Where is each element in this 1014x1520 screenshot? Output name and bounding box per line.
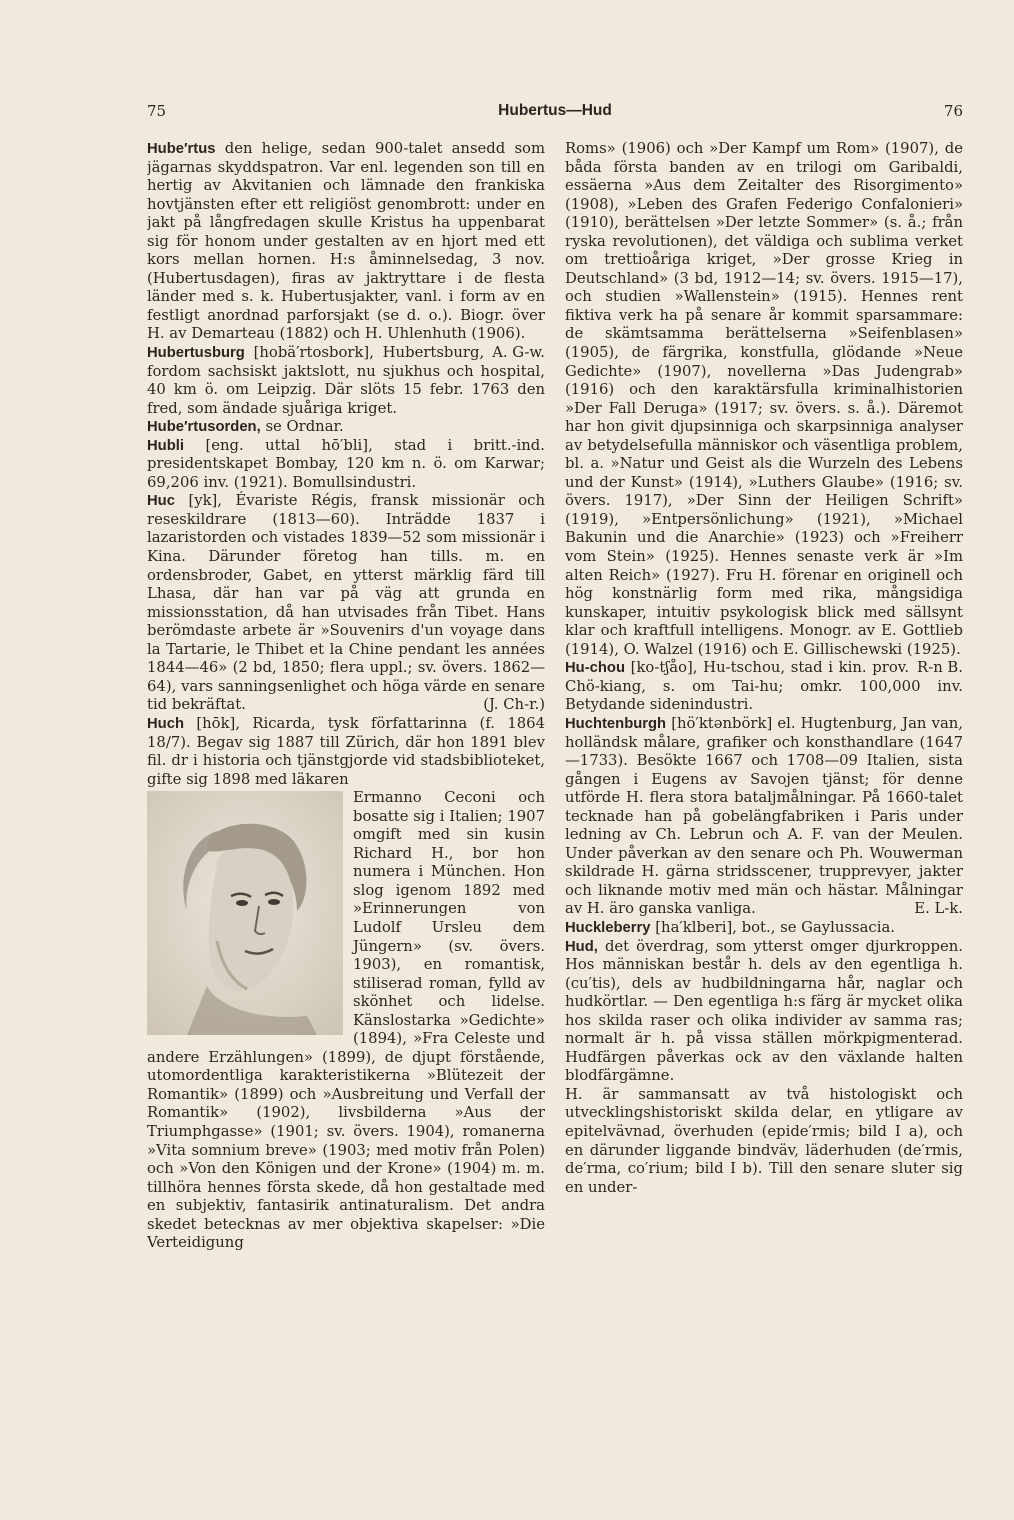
author-signature: E. L-k. <box>914 900 963 918</box>
headword: Huchtenburgh <box>565 715 667 732</box>
entry-body: [ha′klberi], bot., se Gaylussacia. <box>655 918 895 936</box>
page-header <box>147 102 963 126</box>
headword: Huckleberry <box>565 919 651 936</box>
entry-body: se Ordnar. <box>265 418 344 436</box>
page-number-left: 75 <box>147 102 167 120</box>
headword: Huch <box>147 715 184 732</box>
left-column <box>147 140 545 1380</box>
page-number-right: 76 <box>943 102 963 120</box>
entry-body: [hōk], Ricarda, tysk författarinna (f. 1864 18/7). Begav sig 1887 till Zürich, där hon 1891 blev fil. dr i historia och tjänstgjorde vid stadsbiblioteket, gifte sig 1898 med läkaren <box>147 714 545 788</box>
entry-hubertusorden <box>147 418 545 437</box>
entry-hubertusburg <box>147 344 545 418</box>
entry-body: [yk], Évariste Régis, fransk missionär och reseskildrare (1813—60). Inträdde 1837 i lazaristorden och vistades 1839—52 som missionär i Kina. Därunder företog han tills. m. en ordensbroder, Gabet, en ytterst märklig färd till Lhasa, där han var på väg att grunda en missionsstation, då han utvisades från Tibet. Hans berömdaste arbete är »Souvenirs d'un voyage dans la Tartarie, le Thibet et la Chine pendant les années 1844—46» (2 bd, 1850; flera uppl.; sv. övers. 1862—64), vars sanningsenlighet och höga värde en senare tid bekräftat. <box>147 492 545 714</box>
author-signature: A. G-w. <box>492 344 545 362</box>
portrait-illustration <box>147 791 343 1035</box>
entry-body: det överdrag, som ytterst omger djurkroppen. Hos människan består h. dels av den egentliga h. (cu′tis), dels av hudbildningarna hår, naglar och hudkörtlar. — Den egentliga h:s färg är mycket olika hos skilda raser och olika individer av samma ras; normalt är h. på vissa ställen mörkpigmenterad. Hudfärgen påverkas ock av den växlande halten blodfärgämne. <box>565 937 963 1085</box>
entry-body: den helige, sedan 900-talet ansedd som jägarnas skyddspatron. Var enl. legenden son till en hertig av Akvitanien och lämnade den frankiska hovtjänsten efter ett religiöst genombrott: under en jakt på långfredagen skulle Kristus ha uppenbarat sig för honom under gestalten av en hjort med ett kors mellan hornen. H:s åminnelsedag, 3 nov. (Hubertusdagen), firas av jaktryttare i de flesta länder med s. k. Hubertusjakter, vanl. i form av en festligt anordnad parforsjakt (se d. o.). Biogr. över H. av Demarteau (1882) och H. Uhlenhuth (1906). <box>147 140 545 343</box>
entry-hud <box>565 938 963 1086</box>
entry-body: [hö′ktənbörk] el. Hugtenburg, Jan van, holländsk målare, grafiker och konsthandlare (1647—1733). Besökte 1667 och 1708—09 Italien, sista gången i Eugens av Savojen tjänst; för denne utförde H. flera stora bataljmålningar. På 1660-talet tecknade han på gobelängfabriken i Paris under ledning av Ch. Lebrun och A. F. van der Meulen. Under påverkan av den senare och Ph. Wouwerman skildrade H. gärna stridsscener, trupprevyer, jakter och liknande motiv med män och hästar. Målningar av H. äro ganska vanliga. <box>565 714 963 918</box>
headword: Hubli <box>147 437 184 454</box>
entry-body: [hobä′rtosbork], Hubertsburg, fordom sachsiskt jaktslott, nu sjukhus och hospital, 40 km ö. om Leipzig. Där slöts 15 febr. 1763 den fred, som ändade sjuåriga kriget. <box>147 344 545 417</box>
headword: Hube′rtus <box>147 141 216 157</box>
entry-body: [eng. uttal hō′bli], stad i britt.-ind. presidentskapet Bombay, 120 km n. ö. om Karwar; 69,206 inv. (1921). Bomullsindustri. <box>147 436 545 491</box>
headword: Hubertusburg <box>147 345 245 362</box>
headword: Hud, <box>565 938 598 955</box>
entry-body: H. är sammansatt av två histologiskt och utvecklingshistoriskt skilda delar, en ytligare av epitelvävnad, överhuden (epide′rmis; bild I a), och en därunder liggande bindväv, läderhuden (de′rmis, de′rma, co′rium; bild I b). Till den senare sluter sig en under- <box>565 1085 963 1196</box>
entry-body: Roms» (1906) och »Der Kampf um Rom» (1907), de båda första banden av en trilogi om Garibaldi, essäerna »Aus dem Zeitalter des Risorgimento» (1908), »Leben des Grafen Federigo Confalonieri» (1910), berättelsen »Der letzte Sommer» (s. å.; från ryska revolutionen), det väldiga och sublima verket om trettioåriga kriget, »Der grosse Krieg in Deutschland» (3 bd, 1912—14; sv. övers. 1915—17), och studien »Wallenstein» (1915). Hennes rent fiktiva verk ha på senare år kommit sparsammare: de skämtsamma berättelserna »Seifenblasen» (1905), de färgrika, konstfulla, glödande »Neue Gedichte» (1907), novellerna »Das Judengrab» (1916) och den karaktärsfulla kriminalhistorien »Der Fall Deruga» (1917; sv. övers. s. å.). Däremot har hon givit djupsinniga och skarpsinniga analyser av betydelsefulla människor och väsentliga problem, bl. a. »Natur und Geist als die Wurzeln des Lebens und der Kunst» (1914), »Luthers Glaube» (1916; sv. övers. 1917), »Der Sinn der Heiligen Schrift» (1919), »Entpersönlichung» (1921), »Michael Bakunin und die Anarchie» (1923) och »Freiherr vom Stein» (1925). Hennes senaste verk är »Im alten Reich» (1927). Fru H. förenar en originell och hög konstnärlig form med rika, mångsidiga kunskaper, intuitiv psykologisk blick med sällsynt klar och kraftfull intelligens. Monogr. av E. Gottlieb (1914), O. Walzel (1916) och E. Gillischewski (1925). <box>565 140 963 658</box>
entry-huch <box>147 715 545 789</box>
author-signature: (J. Ch-r.) <box>483 696 545 714</box>
entry-hud-paragraph-2 <box>565 1086 963 1197</box>
entry-hubli <box>147 437 545 493</box>
headword: Hu-chou <box>565 660 625 677</box>
headword: Hube′rtusorden, <box>147 419 261 436</box>
right-column <box>565 140 963 1380</box>
headword: Huc <box>147 493 175 510</box>
entry-body: [ko-tʃåo], Hu-tschou, stad i kin. prov. Chö-kiang, s. om Tai-hu; omkr. 100,000 inv. Betydande sidenindustri. <box>565 659 963 714</box>
entry-huchtenburgh <box>565 715 963 919</box>
entry-hu-chou <box>565 659 963 715</box>
running-head: Hubertus—Hud <box>498 102 612 119</box>
entry-body: Ermanno Ceconi och bosatte sig i Italien; 1907 omgift med sin kusin Richard H., bor hon numera i München. Hon slog igenom 1892 med »Erinnerungen von Ludolf Ursleu dem Jüngern» (sv. övers. 1903), en romantisk, stiliserad roman, fylld av skönhet och lidelse. Känslostarka »Gedichte» (1894), »Fra Celeste und andere Erzählungen» (1899), de djupt förstående, utomordentliga karakteristikerna »Blütezeit der Romantik» (1899) och »Ausbreitung und Verfall der Romantik» (1902), livsbilderna »Aus der Triumphgasse» (1901; sv. övers. 1904), romanerna »Vita somnium breve» (1903; med motiv från Polen) och »Von den Königen und der Krone» (1904) m. m. tillhöra hennes första skede, då hon gestaltade med en subjektiv, fantasirik antinaturalism. Det andra skedet betecknas av mer objektiva skapelser: »Die Verteidigung <box>147 789 545 1252</box>
entry-huc <box>147 492 545 715</box>
entry-huckleberry <box>565 919 963 938</box>
portrait-photo <box>147 791 343 1035</box>
author-signature: R-n B. <box>917 659 963 677</box>
